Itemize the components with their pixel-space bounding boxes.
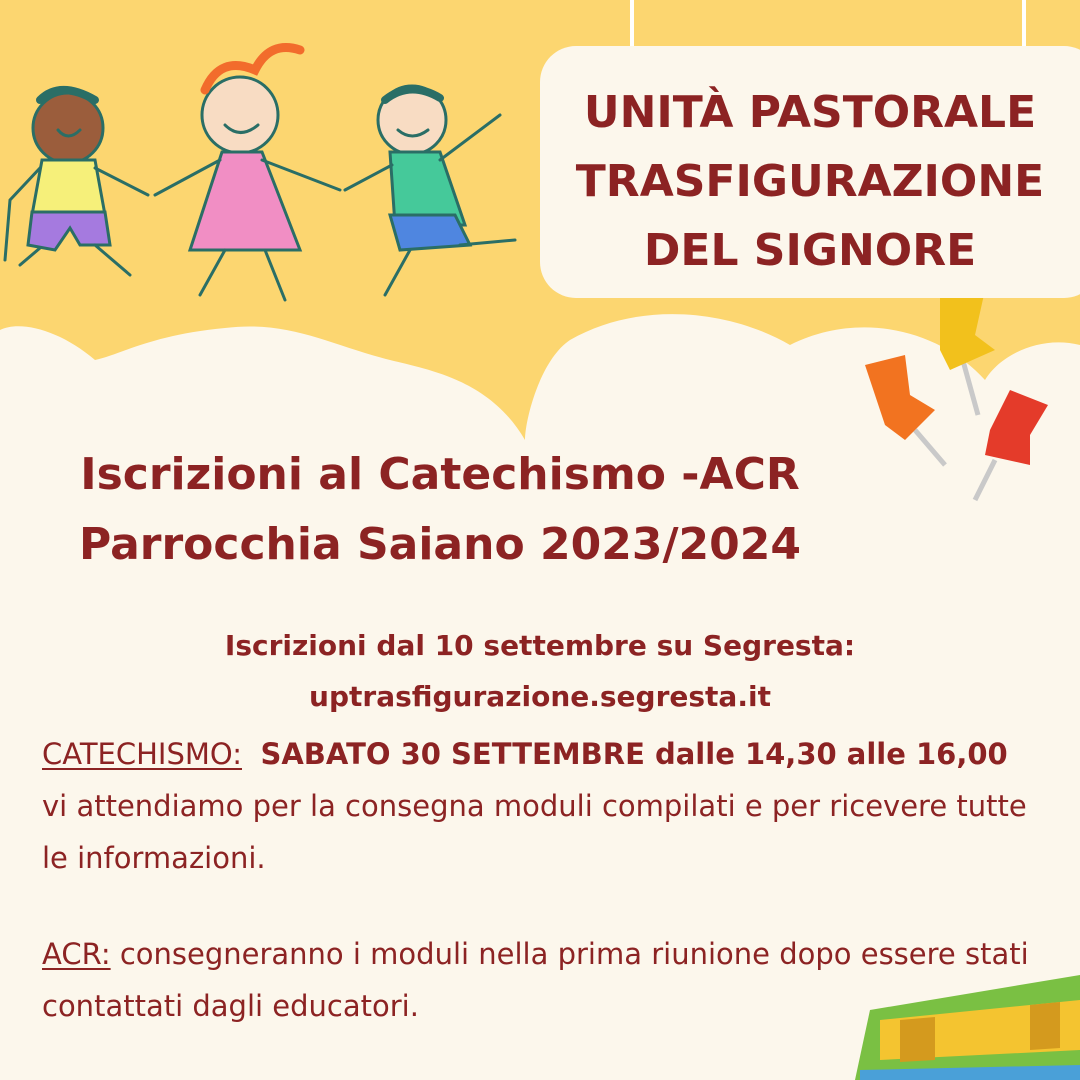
acr-label: ACR: [42,937,111,971]
sign-line: TRASFIGURAZIONE [575,156,1045,207]
registration-line: Iscrizioni dal 10 settembre su Segresta: [224,629,856,662]
sign-line: DEL SIGNORE [643,225,977,276]
title-line: Iscrizioni al Catechismo -ACR [80,449,800,500]
registration-url: uptrasfigurazione.segresta.it [309,680,771,713]
acr-text: consegneranno i moduli nella prima riunione dopo essere stati contattati dagli educatori. [42,937,1029,1023]
registration-info [0,620,1080,722]
catechismo-paragraph [42,728,1032,884]
catechismo-date: SABATO 30 SETTEMBRE dalle 14,30 alle 16,00 [260,737,1008,771]
catechismo-text: vi attendiamo per la consegna moduli compilati e per ricevere tutte le informazioni. [42,789,1027,875]
title-line: Parrocchia Saiano 2023/2024 [79,519,801,570]
pastoral-unit-sign [560,78,1060,285]
catechismo-label: CATECHISMO: [42,737,242,771]
page-title [30,440,850,580]
acr-paragraph [42,928,1032,1032]
sign-line: UNITÀ PASTORALE [583,87,1037,138]
